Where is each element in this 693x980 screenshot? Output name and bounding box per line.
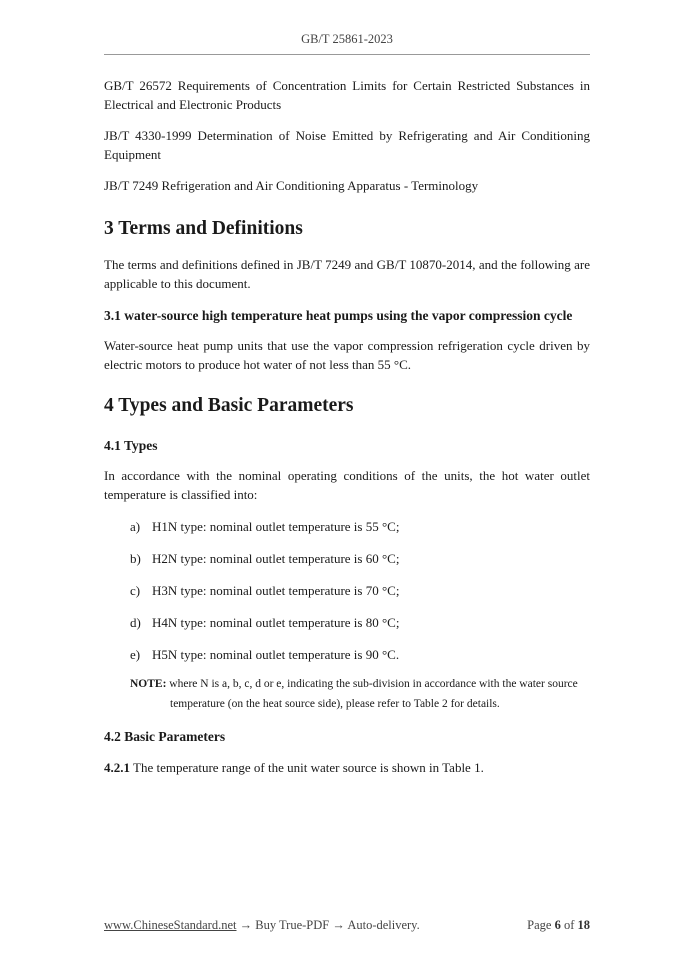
current-page: 6 (554, 918, 561, 932)
website-link[interactable]: www.ChineseStandard.net (104, 918, 237, 932)
types-intro: In accordance with the nominal operating conditions of the units, the hot water outlet temperature is classified into: (104, 468, 590, 502)
footer-left (104, 918, 420, 933)
header-divider (104, 54, 590, 55)
clause-number: 4.2.1 (104, 760, 130, 775)
auto-delivery-text: Auto-delivery. (347, 918, 420, 932)
list-marker: d) (130, 615, 141, 630)
list-item-text: H2N type: nominal outlet temperature is 60 °C; (152, 551, 400, 566)
note-text-continued: temperature (on the heat source side), please refer to Table 2 for details. (170, 698, 500, 710)
subsection-3-1-text: Water-source heat pump units that use the vapor compression refrigeration cycle driven by electric motors to produce hot water of not less than 55 °C. (104, 338, 590, 372)
reference-item: GB/T 26572 Requirements of Concentration Limits for Certain Restricted Substances in Electrical and Electronic Products (104, 78, 590, 112)
list-marker: c) (130, 583, 141, 598)
reference-item: JB/T 4330-1999 Determination of Noise Emitted by Refrigerating and Air Conditioning Equipment (104, 128, 590, 162)
list-item (104, 517, 590, 536)
list-item-text: H1N type: nominal outlet temperature is 55 °C; (152, 519, 400, 534)
page-header: GB/T 25861-2023 (301, 32, 393, 46)
page-content (104, 76, 590, 777)
section-3-intro: The terms and definitions defined in JB/T 7249 and GB/T 10870-2014, and the following are applicable to this document. (104, 257, 590, 291)
list-item (104, 581, 590, 600)
list-item-text: H5N type: nominal outlet temperature is 90 °C. (152, 647, 400, 662)
buy-true-pdf-text: Buy True-PDF (255, 918, 330, 932)
list-marker: e) (130, 647, 141, 662)
section-3-heading: 3 Terms and Definitions (104, 218, 303, 239)
page-footer (104, 918, 590, 933)
subsection-4-2-heading: 4.2 Basic Parameters (104, 729, 226, 744)
subsection-4-1-heading: 4.1 Types (104, 438, 158, 453)
note-label: NOTE: (130, 678, 167, 690)
list-marker: b) (130, 551, 141, 566)
total-pages: 18 (577, 918, 590, 932)
list-item (104, 613, 590, 632)
note (104, 674, 590, 714)
subsection-3-1-heading: 3.1 water-source high temperature heat pumps using the vapor compression cycle (104, 308, 573, 323)
list-item-text: H3N type: nominal outlet temperature is 70 °C; (152, 583, 400, 598)
clause-text: The temperature range of the unit water source is shown in Table 1. (133, 760, 484, 775)
arrow-right-icon: → (239, 918, 253, 932)
page-number: Page 6 of 18 (527, 918, 590, 932)
arrow-right-icon: → (332, 918, 345, 932)
list-item (104, 549, 590, 568)
section-4-heading: 4 Types and Basic Parameters (104, 395, 354, 416)
note-text: where N is a, b, c, d or e, indicating the sub-division in accordance with the water source (169, 678, 578, 690)
list-item-text: H4N type: nominal outlet temperature is 80 °C; (152, 615, 400, 630)
list-marker: a) (130, 519, 141, 534)
reference-item: JB/T 7249 Refrigeration and Air Conditioning Apparatus - Terminology (104, 178, 479, 193)
list-item (104, 645, 590, 664)
clause-4-2-1 (104, 758, 590, 777)
